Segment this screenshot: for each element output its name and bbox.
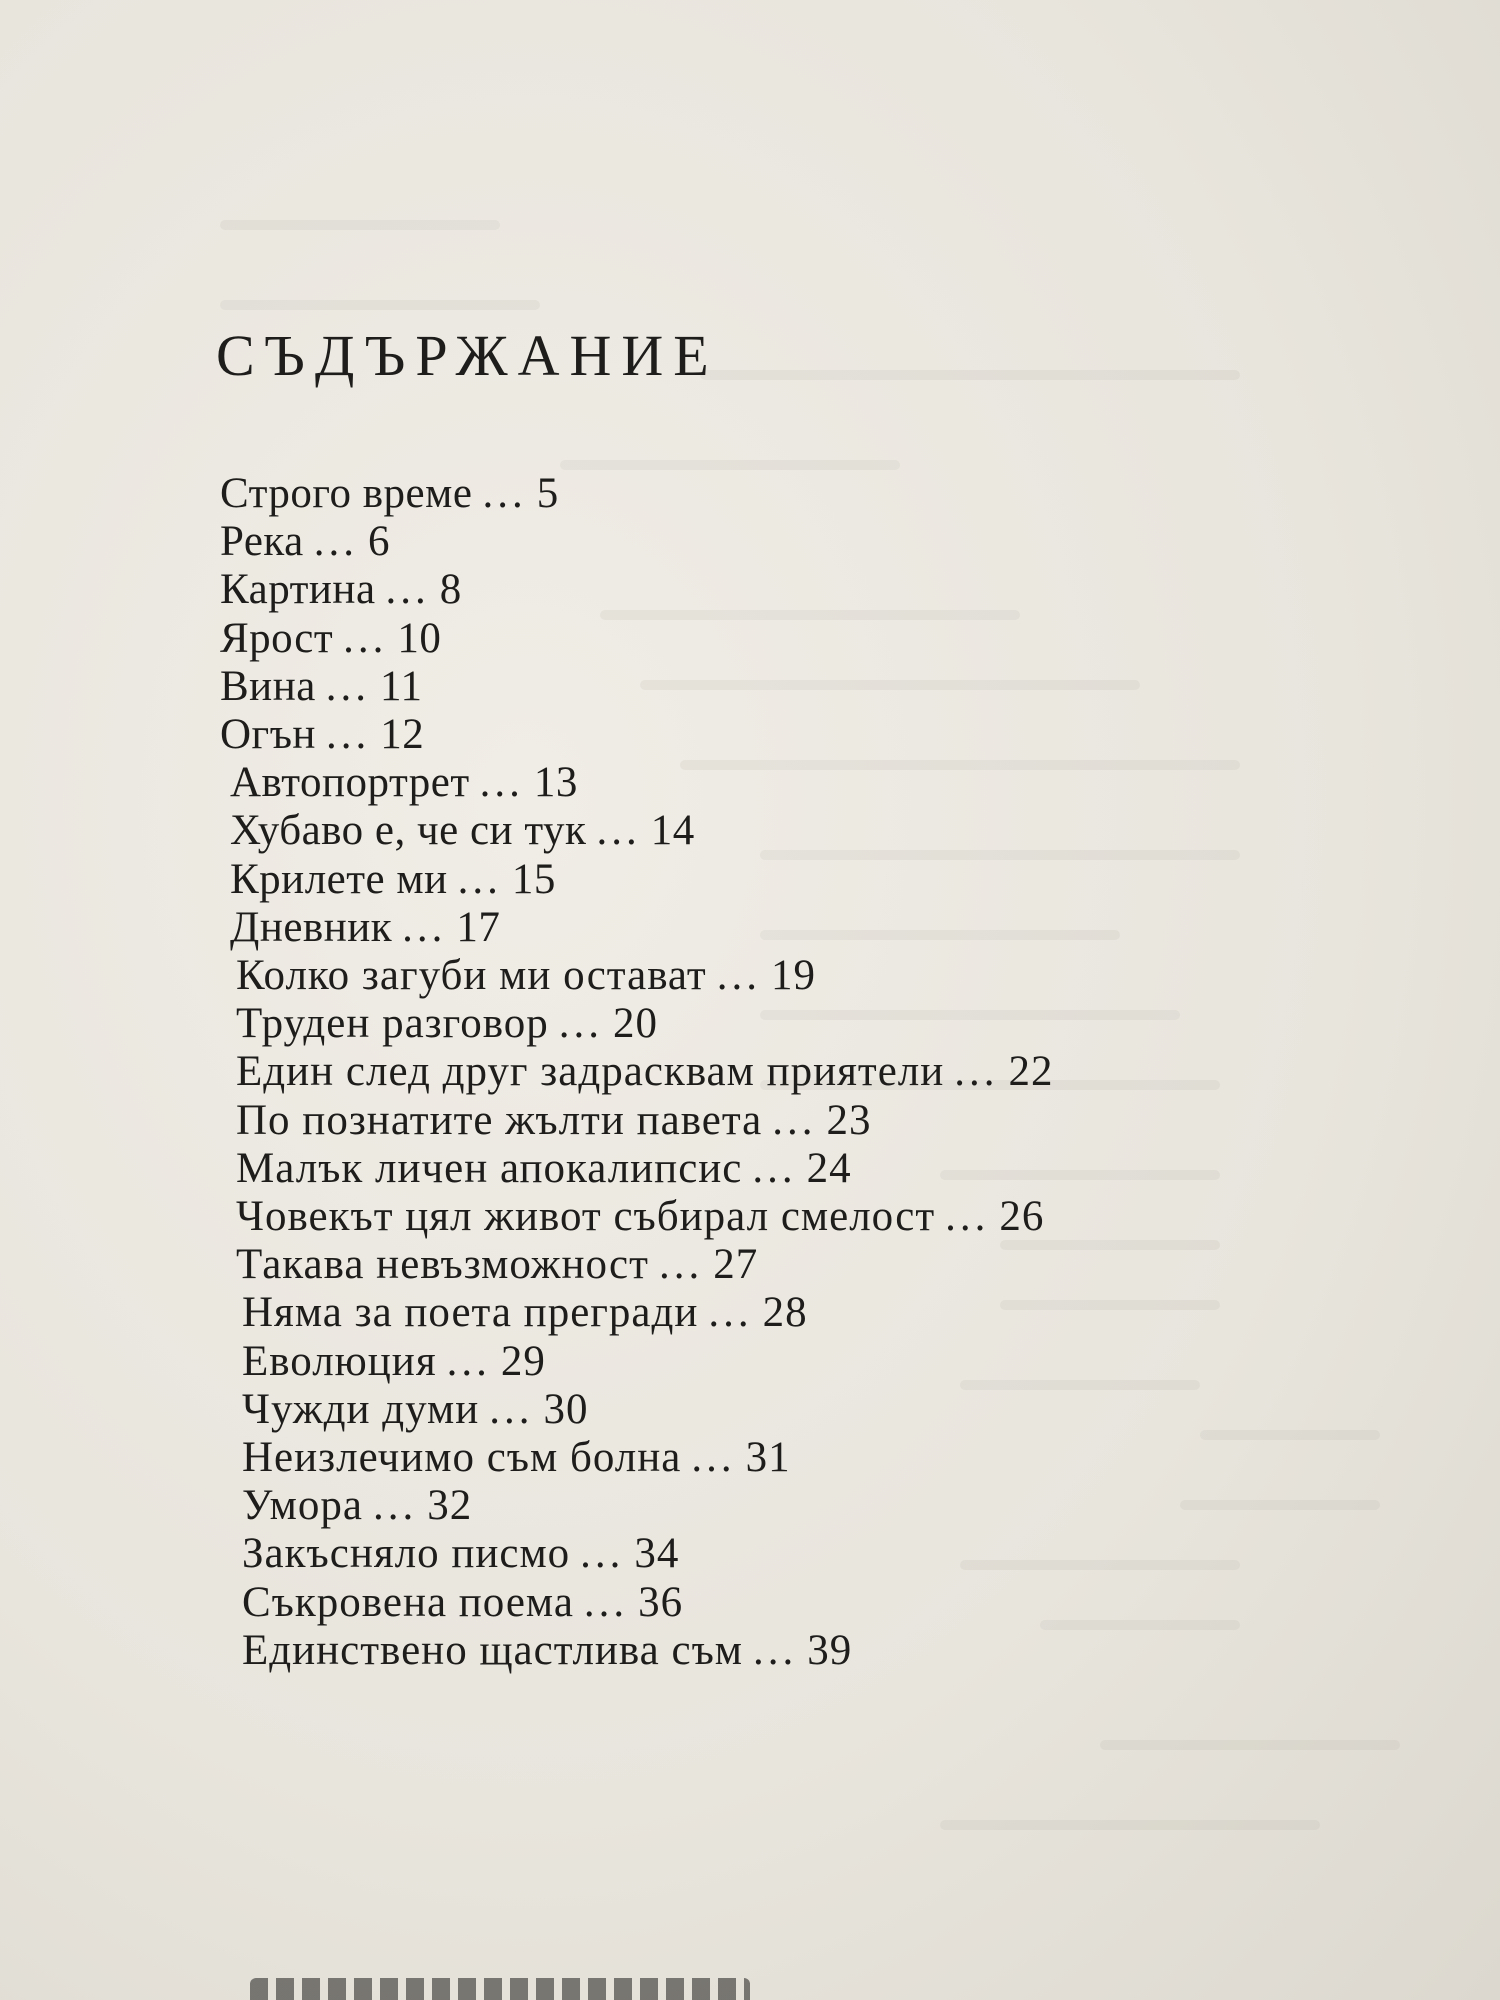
toc-entry-title: Такава невъзможност (236, 1241, 649, 1289)
toc-entry-page: 15 (511, 855, 556, 903)
toc-entry-page: 28 (762, 1289, 808, 1337)
toc-leader-dots: ... (945, 1193, 990, 1241)
toc-entry-page: 11 (380, 662, 423, 710)
toc-entry-page: 39 (807, 1626, 853, 1674)
toc-entry-page: 31 (745, 1434, 791, 1482)
toc-leader-dots: ... (583, 1578, 629, 1626)
toc-entry (220, 1338, 1054, 1386)
toc-entry-page: 34 (634, 1530, 680, 1578)
toc-entry-title: Съкровена поема (242, 1578, 574, 1626)
toc-entry (220, 711, 1054, 759)
toc-entry-page: 30 (543, 1385, 589, 1433)
toc-entry (220, 1000, 1054, 1048)
toc-entry (220, 470, 1054, 518)
toc-leader-dots: ... (580, 1530, 625, 1578)
toc-entry-title: Умора (242, 1482, 363, 1530)
toc-entry (220, 856, 1054, 904)
toc-leader-dots: ... (325, 662, 371, 710)
toc-entry-page: 23 (826, 1096, 872, 1144)
toc-entry (220, 759, 1054, 807)
toc-entry-page: 24 (806, 1144, 852, 1192)
toc-entry-page: 19 (770, 952, 816, 1000)
toc-entry-title: Еволюция (242, 1337, 437, 1385)
toc-leader-dots: ... (385, 566, 430, 614)
toc-entry-title: Крилете ми (230, 855, 448, 903)
toc-leader-dots: ... (479, 759, 524, 807)
toc-leader-dots: ... (457, 855, 502, 903)
toc-entry-title: Един след друг задрасквам приятели (236, 1048, 945, 1096)
toc-entry-title: Чужди думи (242, 1385, 480, 1433)
toc-leader-dots: ... (558, 1000, 603, 1048)
toc-entry-title: Автопортрет (230, 759, 470, 807)
toc-entry-title: Колко загуби ми остават (236, 952, 707, 1000)
toc-leader-dots: ... (708, 1289, 753, 1337)
toc-leader-dots: ... (402, 903, 447, 951)
toc-entry-page: 22 (1008, 1048, 1054, 1096)
toc-entry-title: Неизлечимо съм болна (242, 1434, 682, 1482)
cut-off-bottom-text (250, 1978, 750, 2000)
toc-entry (220, 1097, 1054, 1145)
toc-entry (220, 904, 1054, 952)
toc-entry (220, 1048, 1054, 1096)
toc-entry-page: 27 (713, 1241, 759, 1289)
toc-entry-title: Хубаво е, че си тук (230, 807, 587, 855)
toc-entry-title: Закъсняло писмо (242, 1530, 571, 1578)
toc-leader-dots: ... (716, 952, 761, 1000)
toc-entry-page: 32 (427, 1482, 473, 1530)
toc-entry-title: Човекът цял живот събирал смелост (236, 1193, 936, 1241)
toc-entry-page: 29 (500, 1337, 546, 1385)
toc-entry-title: Ярост (220, 614, 334, 662)
toc-leader-dots: ... (372, 1482, 418, 1530)
toc-entry (220, 807, 1054, 855)
toc-entry (220, 1386, 1054, 1434)
toc-leader-dots: ... (313, 518, 359, 566)
toc-entry (220, 952, 1054, 1000)
toc-leader-dots: ... (596, 807, 641, 855)
toc-leader-dots: ... (482, 470, 527, 517)
toc-entry (220, 1241, 1054, 1289)
toc-entry-page: 8 (439, 566, 462, 614)
toc-entry (220, 1482, 1054, 1530)
toc-entry (220, 1193, 1054, 1241)
toc-entry-title: Няма за поета прегради (242, 1289, 699, 1337)
toc-entry (220, 1289, 1054, 1337)
toc-entry (220, 1434, 1054, 1482)
toc-entry-title: Огън (220, 711, 316, 759)
toc-entry-title: Труден разговор (236, 1000, 549, 1048)
toc-leader-dots: ... (489, 1385, 534, 1433)
toc-leader-dots: ... (752, 1144, 797, 1192)
toc-entry-title: Река (220, 518, 304, 566)
toc-leader-dots: ... (691, 1434, 736, 1482)
toc-leader-dots: ... (446, 1337, 491, 1385)
toc-entry (220, 518, 1054, 566)
toc-entry-page: 12 (380, 711, 425, 759)
toc-entry-title: Картина (220, 566, 376, 614)
toc-leader-dots: ... (658, 1241, 704, 1289)
toc-leader-dots: ... (343, 614, 388, 662)
toc-entry-title: Строго време (220, 470, 473, 517)
toc-entry-page: 13 (533, 759, 578, 807)
toc-entry-page: 17 (456, 903, 501, 951)
toc-entry-page: 20 (612, 1000, 658, 1048)
toc-entry (220, 1627, 1054, 1675)
toc-entry-page: 5 (536, 470, 559, 517)
toc-entry-page: 36 (638, 1578, 684, 1626)
toc-entry-title: Дневник (230, 903, 393, 951)
toc-leader-dots: ... (954, 1048, 999, 1096)
toc-leader-dots: ... (772, 1096, 817, 1144)
toc-entry-title: Малък личен апокалипсис (236, 1144, 743, 1192)
toc-entry-page: 10 (397, 614, 442, 662)
toc-entry (220, 663, 1054, 711)
page-title: СЪДЪРЖАНИЕ (216, 323, 719, 388)
toc-entry-page: 6 (368, 518, 391, 566)
toc-leader-dots: ... (325, 711, 371, 759)
toc-entry (220, 1579, 1054, 1627)
toc-entry (220, 1145, 1054, 1193)
toc-leader-dots: ... (753, 1626, 798, 1674)
toc-entry (220, 615, 1054, 663)
toc-entry-title: Единствено щастлива съм (242, 1626, 744, 1674)
toc-entry-title: Вина (220, 662, 316, 710)
table-of-contents (220, 470, 1054, 1675)
toc-entry (220, 566, 1054, 614)
toc-entry-title: По познатите жълти павета (236, 1096, 763, 1144)
toc-entry (220, 1530, 1054, 1578)
toc-entry-page: 26 (999, 1193, 1045, 1241)
toc-entry-page: 14 (650, 807, 695, 855)
